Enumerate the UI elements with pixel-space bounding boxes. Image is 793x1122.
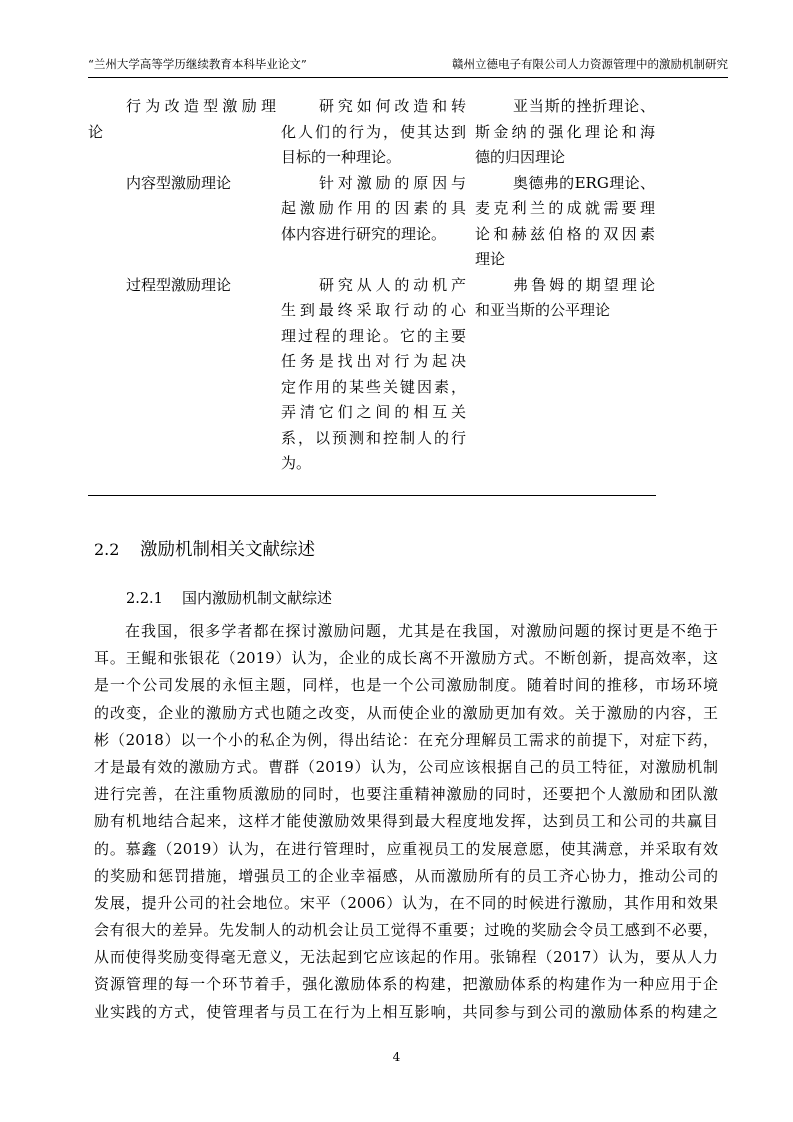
theory-type-cell xyxy=(88,171,276,197)
cell-line: 体内容进行研究的理论。 xyxy=(281,224,447,243)
cell-line: 行为改造型激励理 xyxy=(126,97,276,115)
paragraph-line: 从而使得奖励变得毫无意义，无法起到它应该起的作用。张锦程（2017）认为，要从人力 xyxy=(94,948,718,967)
paragraph-line: 才是最有效的激励方式。曹群（2019）认为，公司应该根据自己的员工特征，对激励机制 xyxy=(94,757,718,776)
cell-line: 论 xyxy=(88,122,104,141)
paragraph-line: 会有很大的差异。先发制人的动机会让员工觉得不重要；过晚的奖励会令员工感到不必要， xyxy=(94,921,718,940)
cell-line: 和亚当斯的公平理论 xyxy=(475,301,611,319)
cell-line: 生到最终采取行动的心 xyxy=(281,301,466,319)
cell-line: 起激励作用的因素的具 xyxy=(281,199,466,217)
cell-line: 德的归因理论 xyxy=(475,148,566,166)
cell-line: 过程型激励理论 xyxy=(126,275,232,294)
cell-line: 理论 xyxy=(475,250,506,268)
representative-theory-cell xyxy=(475,273,655,324)
theory-table xyxy=(88,94,656,477)
body-paragraph xyxy=(94,618,718,1026)
paragraph-line: 的。慕鑫（2019）认为，在进行管理时，应重视员工的发展意愿，使其满意，并采取有效 xyxy=(94,839,718,858)
theory-description-cell xyxy=(281,94,466,171)
cell-line: 弗鲁姆的期望理论 xyxy=(513,275,655,294)
cell-line: 弄清它们之间的相互关 xyxy=(281,403,466,421)
paragraph-line: 彬（2018）以一个小的私企为例，得出结论：在充分理解员工需求的前提下，对症下药， xyxy=(94,730,718,749)
cell-line: 斯金纳的强化理论和海 xyxy=(475,122,655,141)
header-divider xyxy=(88,77,728,78)
cell-line: 理过程的理论。它的主要 xyxy=(281,326,466,345)
section-number: 2.2 xyxy=(94,540,120,559)
table-bottom-rule xyxy=(88,495,656,496)
paragraph-line: 耳。王鲲和张银花（2019）认为，企业的成长离不开激励方式。不断创新，提高效率，这 xyxy=(94,649,718,668)
page-number: 4 xyxy=(392,1050,401,1064)
header-thesis-label: “兰州大学高等学历继续教育本科毕业论文” xyxy=(88,57,307,71)
subsection-number: 2.2.1 xyxy=(126,591,163,607)
paragraph-line: 发展，提升公司的社会地位。宋平（2006）认为，在不同的时候进行激励，其作用和效果 xyxy=(94,893,718,912)
cell-line: 目标的一种理论。 xyxy=(281,148,402,166)
paragraph-line: 资源管理的每一个环节着手，强化激励体系的构建，把激励体系的构建作为一种应用于企 xyxy=(94,975,718,994)
theory-type-cell xyxy=(88,94,276,145)
paragraph-line: 的奖励和惩罚措施，增强员工的企业幸福感，从而激励所有的员工齐心协力，推动公司的 xyxy=(94,866,718,885)
paragraph-line: 励有机地结合起来，这样才能使激励效果得到最大程度地发挥，达到员工和公司的共赢目 xyxy=(94,812,718,831)
cell-line: 奥德弗的ERG理论、 xyxy=(513,173,655,192)
paragraph-line: 在我国，很多学者都在探讨激励问题，尤其是在我国，对激励问题的探讨更是不绝于 xyxy=(125,622,718,640)
header-thesis-title: 赣州立德电子有限公司人力资源管理中的激励机制研究 xyxy=(452,57,728,71)
cell-line: 针对激励的原因与 xyxy=(319,173,466,192)
page-header xyxy=(88,56,728,74)
paragraph-line: 进行完善，在注重物质激励的同时，也要注重精神激励的同时，还要把个人激励和团队激 xyxy=(94,785,718,804)
representative-theory-cell xyxy=(475,94,655,171)
subsection-heading xyxy=(126,586,332,611)
representative-theory-cell xyxy=(475,171,655,273)
cell-line: 为。 xyxy=(281,454,312,472)
cell-line: 论和赫兹伯格的双因素 xyxy=(475,224,655,243)
cell-line: 任务是找出对行为起决 xyxy=(281,352,466,370)
subsection-title: 国内激励机制文献综述 xyxy=(182,589,333,607)
paragraph-line: 的改变，企业的激励方式也随之改变，从而使企业的激励更加有效。关于激励的内容，王 xyxy=(94,703,718,722)
cell-line: 研究如何改造和转 xyxy=(319,97,466,115)
table-row xyxy=(88,273,656,477)
cell-line: 研究从人的动机产 xyxy=(319,275,466,294)
table-row xyxy=(88,94,656,171)
cell-line: 麦克利兰的成就需要理 xyxy=(475,199,655,217)
theory-description-cell xyxy=(281,171,466,248)
theory-description-cell xyxy=(281,273,466,477)
section-heading xyxy=(94,537,315,563)
cell-line: 亚当斯的挫折理论、 xyxy=(513,97,655,115)
cell-line: 内容型激励理论 xyxy=(126,173,232,192)
cell-line: 化人们的行为，使其达到 xyxy=(281,122,466,141)
theory-type-cell xyxy=(88,273,276,299)
cell-line: 定作用的某些关键因素， xyxy=(281,377,466,396)
section-title: 激励机制相关文献综述 xyxy=(140,540,315,560)
table-row xyxy=(88,171,656,273)
paragraph-line: 业实践的方式，使管理者与员工在行为上相互影响，共同参与到公司的激励体系的构建之 xyxy=(94,1002,718,1021)
paragraph-line: 是一个公司发展的永恒主题，同样，也是一个公司激励制度。随着时间的推移，市场环境 xyxy=(94,676,718,695)
cell-line: 系，以预测和控制人的行 xyxy=(281,428,466,447)
